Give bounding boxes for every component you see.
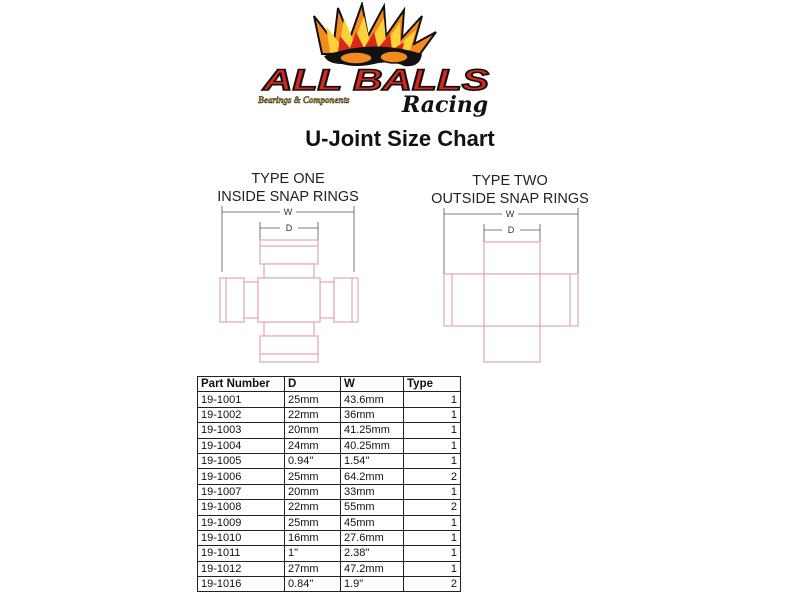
type-cell: 2 bbox=[404, 469, 461, 484]
header-w: W bbox=[341, 377, 404, 392]
brand-name: ALL BALLS bbox=[261, 64, 489, 97]
type-cell: 2 bbox=[404, 500, 461, 515]
d-cell: 27mm bbox=[285, 561, 341, 576]
type-two-line2: OUTSIDE SNAP RINGS bbox=[431, 191, 589, 207]
d-cell: 16mm bbox=[285, 530, 341, 545]
part-number-cell: 19-1007 bbox=[198, 484, 285, 499]
part-number-cell: 19-1012 bbox=[198, 561, 285, 576]
d-cell: 24mm bbox=[285, 438, 341, 453]
type-cell: 1 bbox=[404, 561, 461, 576]
d-cell: 25mm bbox=[285, 392, 341, 407]
part-number-cell: 19-1011 bbox=[198, 546, 285, 561]
table-row bbox=[198, 577, 461, 592]
w-cell: 47.2mm bbox=[341, 561, 404, 576]
type-two-title bbox=[418, 172, 602, 208]
type-cell: 2 bbox=[404, 577, 461, 592]
part-number-cell: 19-1010 bbox=[198, 530, 285, 545]
type-cell: 1 bbox=[404, 484, 461, 499]
table-row bbox=[198, 469, 461, 484]
part-number-cell: 19-1004 bbox=[198, 438, 285, 453]
w-cell: 27.6mm bbox=[341, 530, 404, 545]
page-title: U-Joint Size Chart bbox=[305, 126, 495, 151]
type-one-cross-outline bbox=[220, 240, 358, 362]
type-two-w-label: W bbox=[505, 209, 515, 219]
table-row bbox=[198, 423, 461, 438]
w-cell: 1.54" bbox=[341, 453, 404, 468]
all-balls-racing-logo bbox=[252, 2, 502, 120]
part-number-cell: 19-1005 bbox=[198, 453, 285, 468]
d-cell: 25mm bbox=[285, 515, 341, 530]
table-row bbox=[198, 438, 461, 453]
type-cell: 1 bbox=[404, 423, 461, 438]
part-number-cell: 19-1003 bbox=[198, 423, 285, 438]
type-one-title bbox=[198, 170, 378, 206]
part-number-cell: 19-1006 bbox=[198, 469, 285, 484]
type-one-line1: TYPE ONE bbox=[251, 171, 325, 187]
part-number-cell: 19-1016 bbox=[198, 577, 285, 592]
part-number-cell: 19-1009 bbox=[198, 515, 285, 530]
w-cell: 1.9" bbox=[341, 577, 404, 592]
w-cell: 45mm bbox=[341, 515, 404, 530]
table-row bbox=[198, 484, 461, 499]
type-two-d-label: D bbox=[507, 225, 515, 235]
w-cell: 55mm bbox=[341, 500, 404, 515]
w-cell: 43.6mm bbox=[341, 392, 404, 407]
part-number-cell: 19-1002 bbox=[198, 407, 285, 422]
size-chart-table bbox=[197, 376, 461, 592]
w-cell: 41.25mm bbox=[341, 423, 404, 438]
header-d: D bbox=[285, 377, 341, 392]
brand-script: Racing bbox=[402, 92, 489, 118]
w-cell: 33mm bbox=[341, 484, 404, 499]
table-row bbox=[198, 453, 461, 468]
d-cell: 25mm bbox=[285, 469, 341, 484]
type-cell: 1 bbox=[404, 438, 461, 453]
d-cell: 20mm bbox=[285, 423, 341, 438]
w-cell: 40.25mm bbox=[341, 438, 404, 453]
header-part-number: Part Number bbox=[198, 377, 285, 392]
type-two-ujoint-diagram bbox=[438, 208, 588, 370]
type-cell: 1 bbox=[404, 546, 461, 561]
type-one-line2: INSIDE SNAP RINGS bbox=[217, 189, 359, 205]
w-cell: 64.2mm bbox=[341, 469, 404, 484]
part-number-cell: 19-1008 bbox=[198, 500, 285, 515]
type-one-ujoint-diagram bbox=[214, 202, 364, 368]
d-cell: 1" bbox=[285, 546, 341, 561]
d-cell: 22mm bbox=[285, 500, 341, 515]
type-cell: 1 bbox=[404, 530, 461, 545]
table-header-row bbox=[198, 377, 461, 392]
type-two-cross-outline bbox=[444, 242, 578, 362]
type-two-line1: TYPE TWO bbox=[472, 173, 548, 189]
type-cell: 1 bbox=[404, 453, 461, 468]
part-number-cell: 19-1001 bbox=[198, 392, 285, 407]
table-row bbox=[198, 407, 461, 422]
header-type: Type bbox=[404, 377, 461, 392]
table-row bbox=[198, 515, 461, 530]
type-one-d-label: D bbox=[285, 223, 293, 233]
table-row bbox=[198, 392, 461, 407]
d-cell: 20mm bbox=[285, 484, 341, 499]
w-cell: 36mm bbox=[341, 407, 404, 422]
d-cell: 0.84" bbox=[285, 577, 341, 592]
table-row bbox=[198, 500, 461, 515]
table-row bbox=[198, 546, 461, 561]
table-row bbox=[198, 530, 461, 545]
brand-tagline: Bearings & Components bbox=[258, 95, 350, 105]
d-cell: 0.94" bbox=[285, 453, 341, 468]
d-cell: 22mm bbox=[285, 407, 341, 422]
type-cell: 1 bbox=[404, 515, 461, 530]
w-cell: 2.38" bbox=[341, 546, 404, 561]
type-cell: 1 bbox=[404, 407, 461, 422]
type-one-w-label: W bbox=[283, 207, 293, 217]
type-cell: 1 bbox=[404, 392, 461, 407]
table-row bbox=[198, 561, 461, 576]
